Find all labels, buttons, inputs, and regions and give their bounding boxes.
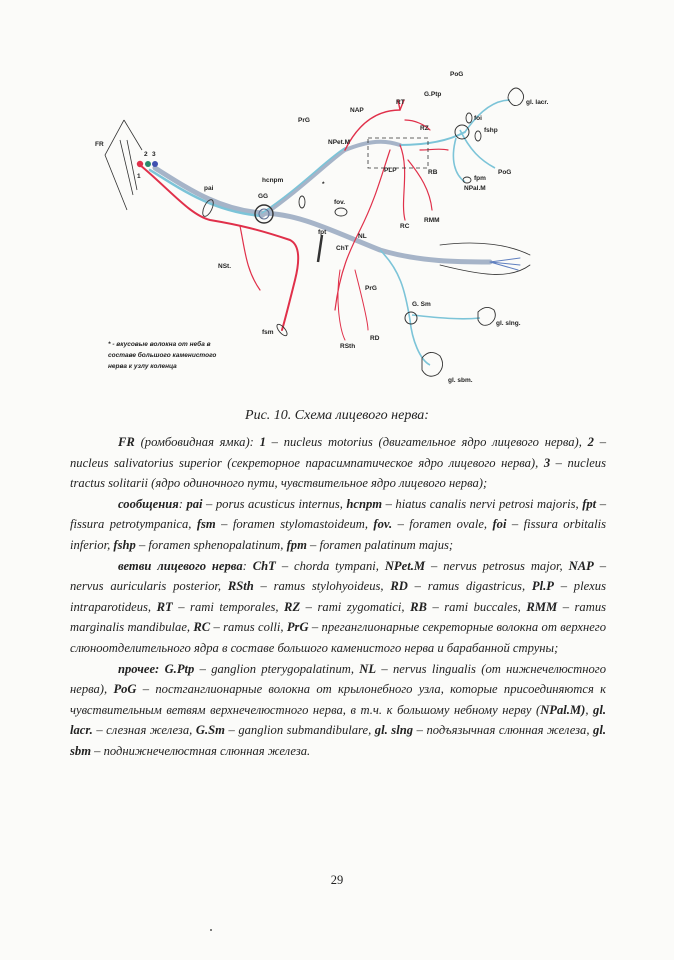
page-number: 29 xyxy=(330,873,344,887)
legend-term: gl. slng xyxy=(374,723,414,738)
label-fshp: fshp xyxy=(484,127,498,134)
label-gl-sbm: gl. sbm. xyxy=(448,377,473,384)
legend-term: fov. xyxy=(373,517,393,532)
rhomboid-fossa-outline xyxy=(105,120,142,210)
label-NL: NL xyxy=(358,233,367,240)
legend-text: – nervus petrosus major, xyxy=(425,558,569,573)
opening-fpt xyxy=(318,235,322,262)
legend-text: – постганглионарные волокна от крылонебного узла, которые присоединяются к чувствительным ветвям верхнечелюстного нерва, в т.ч. к большому небному нерву ( xyxy=(70,682,606,717)
legend-term: RD xyxy=(390,579,408,594)
glands xyxy=(422,88,524,376)
label-NPetM: NPet.M xyxy=(328,139,351,146)
opening-hcnpm xyxy=(299,196,305,208)
legend-term: прочее: xyxy=(118,661,160,676)
legend-term: 3 xyxy=(543,455,551,470)
opening-foi xyxy=(466,113,472,123)
openings xyxy=(201,113,481,337)
legend-text: – nucleus salivatorius superior (секреторное парасимпатическое ядро лицевого нерва), xyxy=(70,435,606,470)
legend-text: – fissura petrotympanica, xyxy=(70,496,606,532)
label-fov: fov. xyxy=(334,199,346,206)
label-RSth: RSth xyxy=(340,343,356,350)
legend-text: (ромбовидная ямка): xyxy=(134,435,260,449)
figure-caption: Рис. 10. Схема лицевого нерва: xyxy=(245,408,429,423)
label-PoG-top: PoG xyxy=(450,71,464,78)
legend-term: PoG xyxy=(113,682,137,697)
legend-term: RT xyxy=(156,599,173,614)
legend-term: foi xyxy=(492,517,507,532)
legend-text: – ramus digastricus, xyxy=(407,579,532,594)
legend-term: NL xyxy=(359,661,377,676)
speck xyxy=(210,929,212,931)
legend-term: RZ xyxy=(284,599,301,614)
legend-text: – ganglion pterygopalatinum, xyxy=(194,661,360,676)
legend-term: gl. sbm xyxy=(70,723,606,758)
label-RT: RT xyxy=(396,99,405,106)
label-1: 1 xyxy=(137,173,141,180)
legend-term: Pl.P xyxy=(531,579,554,594)
label-foi: foi xyxy=(474,115,482,122)
label-RD: RD xyxy=(370,335,380,342)
label-fsm: fsm xyxy=(262,329,274,336)
legend-branches xyxy=(70,556,606,659)
facial-nerve-diagram xyxy=(0,0,674,400)
label-NAP: NAP xyxy=(350,107,364,114)
legend-text: – nucleus motorius (двигательное ядро лицевого нерва), xyxy=(265,435,588,449)
legend-text: – hiatus canalis nervi petrosi majoris, xyxy=(382,496,583,511)
label-PrG-bottom: PrG xyxy=(365,285,377,292)
legend-term: RSth xyxy=(227,579,254,594)
label-hcnpm: hcnpm xyxy=(262,177,284,184)
legend-text: – nucleus tractus solitarii (ядро одиночного пути, чувствительное ядро лицевого нерва); xyxy=(70,455,606,491)
ganglion-pterygopalatinum xyxy=(455,125,469,139)
label-3: 3 xyxy=(152,151,156,158)
gland-sublingual xyxy=(478,307,495,325)
legend-term: RB xyxy=(410,599,427,614)
legend-text: – rami buccales, xyxy=(426,599,527,614)
legend-term: pai xyxy=(186,496,203,511)
legend-term: 1 xyxy=(259,435,266,449)
label-fpt: fpt xyxy=(318,229,327,236)
label-GPtp: G.Ptp xyxy=(424,91,442,98)
legend-text: – rami temporales, xyxy=(172,599,285,614)
legend-text: : xyxy=(242,558,253,573)
diagram-note xyxy=(108,340,216,370)
gland-lacrimal xyxy=(508,88,524,106)
label-PrG-top: PrG xyxy=(298,117,310,124)
label-NSt: NSt. xyxy=(218,263,231,270)
opening-fshp xyxy=(475,131,481,141)
legend-term: ChT xyxy=(252,558,276,573)
nucleus-solitarius xyxy=(152,161,158,167)
legend-text: – foramen stylomastoideum, xyxy=(215,517,374,532)
legend-term: fshp xyxy=(113,537,136,552)
legend-term: PrG xyxy=(286,620,309,635)
legend-text: – ramus stylohyoideus, xyxy=(253,579,391,594)
legend-term: FR xyxy=(118,435,135,449)
figure-legend xyxy=(70,432,606,762)
legend-text: : xyxy=(178,496,187,511)
label-NPalM: NPal.M xyxy=(464,185,486,192)
label-gl-slng: gl. slng. xyxy=(496,320,521,327)
nucleus-motorius xyxy=(137,161,143,167)
label-PoG-right: PoG xyxy=(498,169,512,176)
legend-term: RC xyxy=(193,620,211,635)
note-line-2: составе большого каменистого xyxy=(108,352,217,359)
label-pai: pai xyxy=(204,185,214,192)
legend-text: , xyxy=(585,702,594,717)
legend-term: NAP xyxy=(568,558,594,573)
legend-text: – ramus marginalis mandibulae, xyxy=(70,599,607,635)
legend-fr xyxy=(70,432,606,494)
legend-text: – преганглионарные секреторные волокна от верхнего слюноотделительного ядра в составе большого каменистого нерва и барабанной струны; xyxy=(70,620,606,655)
opening-fov xyxy=(335,208,347,216)
legend-text: – foramen palatinum majus; xyxy=(306,537,454,552)
legend-term: 2 xyxy=(587,435,594,449)
legend-text: – ramus colli, xyxy=(210,620,287,635)
label-RC: RC xyxy=(400,223,410,230)
legend-term: ветви лицевого нерва xyxy=(118,558,243,573)
label-gl-lacr: gl. lacr. xyxy=(526,99,549,106)
label-GG: GG xyxy=(258,193,269,200)
legend-term: gl. lacr. xyxy=(70,702,606,738)
legend-text: – поднижнечелюстная слюнная железа. xyxy=(91,743,311,758)
legend-text: – nervus auricularis posterior, xyxy=(70,558,607,594)
note-line-3: нерва к узлу коленца xyxy=(108,363,177,370)
legend-term: NPal.M) xyxy=(540,702,586,717)
legend-term: NPet.M xyxy=(384,558,426,573)
legend-term: fpm xyxy=(286,537,307,552)
opening-fpm xyxy=(463,177,471,183)
note-line-1: * - вкусовые волокна от неба в xyxy=(108,341,211,348)
legend-text: – plexus intraparotideus, xyxy=(70,579,606,614)
label-PLP: PLP xyxy=(384,167,397,174)
legend-text: – nervus lingualis (от нижнечелюстного нерва), xyxy=(70,661,606,697)
label-2: 2 xyxy=(144,151,148,158)
label-star: * xyxy=(322,181,325,188)
label-GSm: G. Sm xyxy=(412,301,431,308)
nucleus-salivatorius xyxy=(145,161,151,167)
legend-term: G.Ptp xyxy=(164,661,195,676)
legend-term: hcnpm xyxy=(346,496,383,511)
legend-text: – foramen ovale, xyxy=(392,517,493,532)
legend-text: – fissura orbitalis inferior, xyxy=(70,517,606,552)
legend-term: G.Sm xyxy=(195,723,225,738)
legend-openings xyxy=(70,494,606,556)
legend-term: fpt xyxy=(582,496,597,511)
label-ChT: ChT xyxy=(336,245,349,252)
legend-text: – chorda tympani, xyxy=(275,558,385,573)
legend-text: – ganglion submandibulare, xyxy=(224,723,375,738)
legend-term: fsm xyxy=(196,517,216,532)
legend-term: сообщения xyxy=(118,496,179,511)
legend-text: – foramen sphenopalatinum, xyxy=(135,537,287,552)
label-fpm: fpm xyxy=(474,175,486,182)
legend-text: – подъязычная слюнная железа, xyxy=(413,723,594,738)
label-RZ: RZ xyxy=(420,125,429,132)
legend-text: – rami zygomatici, xyxy=(300,599,411,614)
legend-term: RMM xyxy=(526,599,558,614)
label-RMM: RMM xyxy=(424,217,440,224)
legend-other xyxy=(70,659,606,762)
label-RB: RB xyxy=(428,169,438,176)
legend-text: – porus acusticus internus, xyxy=(202,496,347,511)
legend-text: – слезная железа, xyxy=(92,723,196,738)
gland-submandibular xyxy=(422,352,443,376)
label-FR: FR xyxy=(95,141,104,148)
